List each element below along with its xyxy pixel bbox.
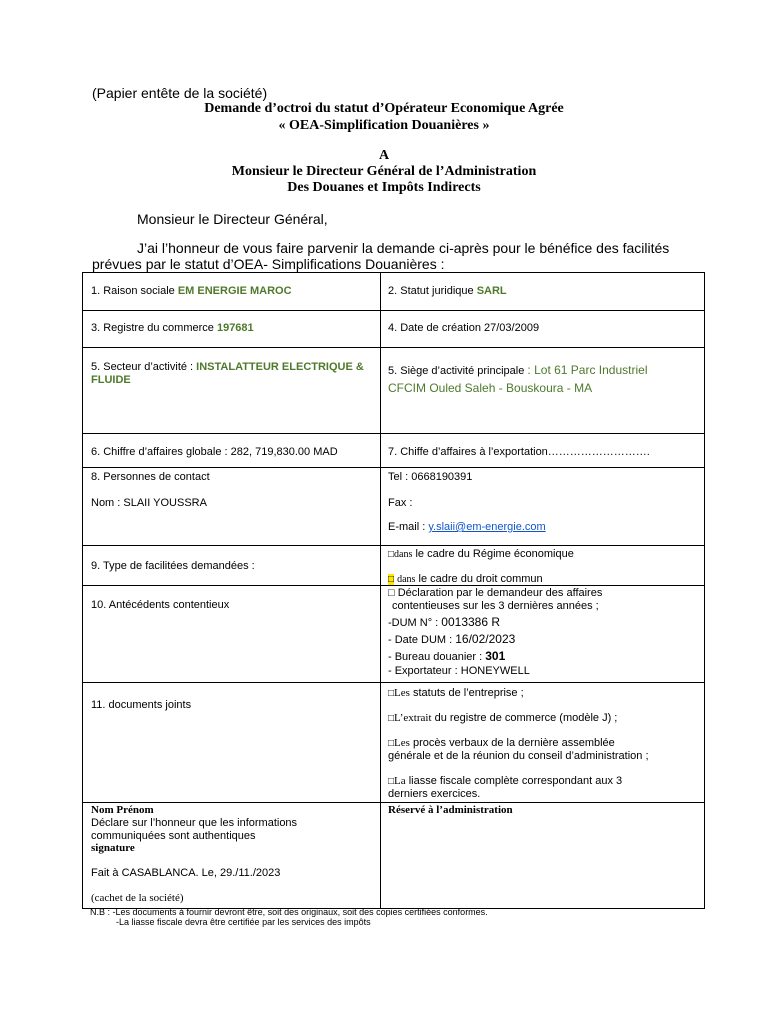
doc3-word: Les bbox=[394, 737, 410, 749]
facilite-regime-economique[interactable] bbox=[388, 548, 574, 561]
contact-label: 8. Personnes de contact bbox=[91, 471, 210, 483]
doc-statuts[interactable] bbox=[388, 687, 524, 700]
chiffre-affaires-export: 7. Chiffe d’affaires à l’exportation………………………. bbox=[388, 446, 650, 458]
dum-date bbox=[388, 631, 602, 648]
dum-label: -DUM N° : bbox=[388, 617, 439, 629]
nb-line-1: N.B : -Les documents à fournir devront être, soit des originaux, soit des copies certifiées conformes. bbox=[90, 907, 488, 917]
raison-sociale-label: 1. Raison sociale bbox=[91, 285, 175, 297]
doc-extrait[interactable] bbox=[388, 712, 617, 725]
raison-sociale-value: EM ENERGIE MAROC bbox=[177, 285, 292, 297]
contact-name: Nom : SLAII YOUSSRA bbox=[91, 497, 207, 509]
siege-activite bbox=[388, 361, 648, 397]
chiffre-affaires-global: 6. Chiffre d’affaires globale : 282, 719,830.00 MAD bbox=[91, 446, 338, 458]
raison-sociale bbox=[91, 285, 292, 298]
bureau-value: 301 bbox=[485, 649, 506, 663]
doc-proces-verbaux[interactable] bbox=[388, 737, 649, 763]
doc2-word: L’extrait bbox=[394, 712, 432, 724]
document-title: Demande d’octroi du statut d’Opérateur Economique Agrée bbox=[204, 101, 564, 116]
paper-header-note: (Papier entête de la société) bbox=[92, 85, 268, 101]
contact-email bbox=[388, 521, 546, 534]
reserve-administration: Réservé à l’administration bbox=[388, 804, 513, 816]
siege-label: 5. Siège d’activité principale bbox=[388, 365, 525, 377]
document-subtitle: « OEA-Simplification Douanières » bbox=[278, 118, 490, 133]
declaration-line-1: □ Déclaration par le demandeur des affaires bbox=[388, 587, 603, 599]
nom-prenom: Nom Prénom bbox=[91, 804, 154, 816]
addressee-line1: Monsieur le Directeur Général de l’Administration bbox=[231, 164, 537, 179]
statut-juridique bbox=[388, 285, 507, 298]
doc2-text: du registre de commerce (modèle J) ; bbox=[434, 712, 618, 724]
doc4-text-1: liasse fiscale complète correspondant aux 3 bbox=[408, 775, 623, 787]
date-dum-value: 16/02/2023 bbox=[455, 632, 516, 646]
registre-value: 197681 bbox=[216, 322, 254, 334]
contact-fax: Fax : bbox=[388, 497, 413, 509]
facilite-droit-commun[interactable] bbox=[388, 573, 543, 586]
checkbox-icon[interactable]: □ bbox=[388, 688, 395, 699]
addressee-a: A bbox=[378, 148, 390, 163]
email-label: E-mail : bbox=[388, 521, 426, 533]
documents-label: 11. documents joints bbox=[91, 699, 192, 711]
doc1-text: statuts de l’entreprise ; bbox=[413, 687, 524, 699]
statut-value: SARL bbox=[476, 285, 507, 297]
secteur-value: INSTALATTEUR ELECTRIQUE & FLUIDE bbox=[91, 361, 364, 386]
salutation: Monsieur le Directeur Général, bbox=[137, 211, 328, 227]
checkbox-icon[interactable]: □ bbox=[388, 776, 395, 787]
facilite-1-text: le cadre du Régime économique bbox=[415, 548, 574, 560]
doc3-text-1: procès verbaux de la dernière assemblée bbox=[413, 737, 615, 749]
addressee-line2: Des Douanes et Impôts Indirects bbox=[287, 180, 481, 195]
declaration-line-2: contentieuses sur les 3 dernières années ; bbox=[392, 600, 599, 612]
facilite-2-text: le cadre du droit commun bbox=[418, 573, 543, 585]
intro-line-1: J’ai l’honneur de vous faire parvenir la demande ci-après pour le bénéfice des facilités bbox=[137, 240, 670, 256]
nb-line-2: -La liasse fiscale devra être certifiée par les services des impôts bbox=[116, 917, 371, 927]
secteur-activite bbox=[91, 361, 373, 387]
fait-a: Fait à CASABLANCA. Le, 29./11./2023 bbox=[91, 867, 281, 879]
exportateur: - Exportateur : HONEYWELL bbox=[388, 665, 530, 677]
doc3-text-2: générale et de la réunion du conseil d’administration ; bbox=[388, 750, 649, 762]
doc4-word: La bbox=[394, 775, 406, 787]
checkbox-highlighted-icon[interactable]: □ bbox=[388, 574, 395, 585]
cachet-societe: (cachet de la société) bbox=[91, 892, 184, 904]
date-dum-label: - Date DUM : bbox=[388, 634, 453, 646]
contact-tel: Tel : 0668190391 bbox=[388, 471, 473, 483]
doc-liasse-fiscale[interactable] bbox=[388, 775, 622, 801]
intro-line-2: prévues par le statut d’OEA- Simplifications Douanières : bbox=[92, 256, 445, 272]
dum-number bbox=[388, 614, 602, 631]
doc4-text-2: derniers exercices. bbox=[388, 788, 481, 800]
checkbox-icon[interactable]: □ bbox=[388, 713, 395, 724]
dum-value: 0013386 R bbox=[441, 615, 501, 629]
signature-label: signature bbox=[91, 842, 135, 854]
bureau-label: - Bureau douanier : bbox=[388, 651, 483, 663]
facilite-1-word: dans bbox=[394, 549, 413, 560]
registre-commerce bbox=[91, 322, 254, 335]
siege-value-line2: CFCIM Ouled Saleh - Bouskoura - MA bbox=[388, 381, 593, 395]
declaration-block bbox=[388, 587, 602, 678]
declare-line-2: communiquées sont authentiques bbox=[91, 830, 256, 842]
checkbox-icon[interactable]: □ bbox=[388, 549, 395, 560]
date-creation: 4. Date de création 27/03/2009 bbox=[388, 322, 540, 334]
bureau-douanier bbox=[388, 648, 602, 665]
facilites-label: 9. Type de facilitées demandées : bbox=[91, 560, 255, 572]
facilite-2-word: dans bbox=[397, 574, 416, 585]
antecedents-label: 10. Antécédents contentieux bbox=[91, 599, 230, 611]
statut-label: 2. Statut juridique bbox=[388, 285, 474, 297]
siege-value-line1: : Lot 61 Parc Industriel bbox=[527, 363, 648, 377]
doc1-word: Les bbox=[394, 687, 410, 699]
checkbox-icon[interactable]: □ bbox=[388, 738, 395, 749]
registre-label: 3. Registre du commerce bbox=[91, 322, 214, 334]
declare-line-1: Déclare sur l’honneur que les informations bbox=[91, 817, 298, 829]
email-link[interactable]: y.slaii@em-energie.com bbox=[428, 521, 546, 533]
secteur-label: 5. Secteur d’activité : bbox=[91, 361, 194, 373]
